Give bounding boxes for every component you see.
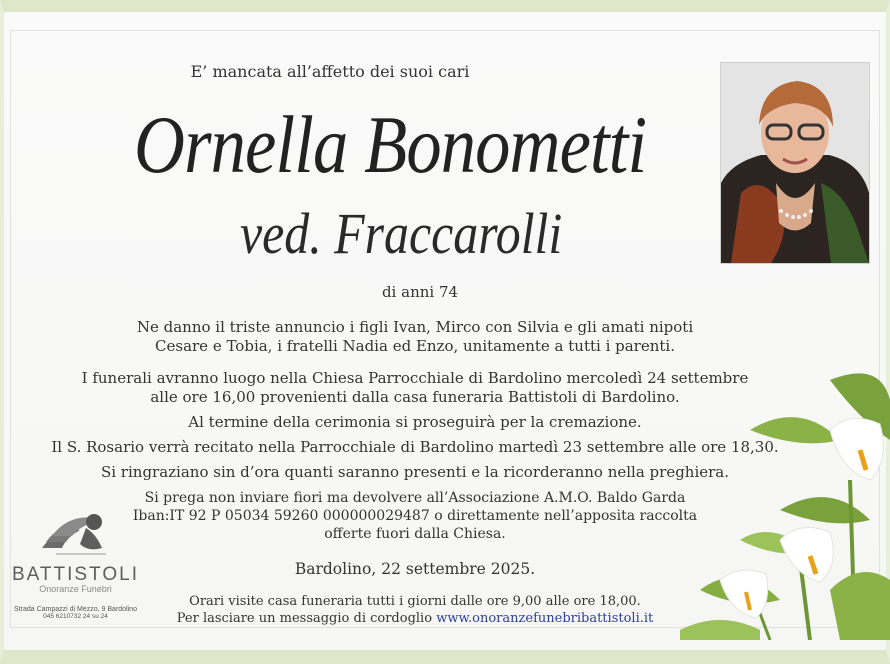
place-date: Bardolino, 22 settembre 2025. xyxy=(294,560,536,578)
logo-phone: 045 6210732 24 su 24 xyxy=(43,613,108,620)
portrait-photo-icon xyxy=(721,63,869,263)
rosary-line: Il S. Rosario verrà recitato nella Parrocchiale di Bardolino martedì 23 settembre alle ore 18,30. xyxy=(51,438,779,456)
announcement xyxy=(0,318,830,356)
age-line: di anni 74 xyxy=(381,283,459,301)
logo-name: BATTISTOLI xyxy=(12,564,139,585)
condolence-link[interactable]: www.onoranzefunebribattistoli.it xyxy=(436,611,654,626)
deceased-name: Ornella Bonometti xyxy=(134,99,647,190)
angel-wing-logo-icon xyxy=(36,508,116,560)
widow-name: ved. Fraccarolli xyxy=(240,201,563,266)
funeral-line-1: I funerali avranno luogo nella Chiesa Parrocchiale di Bardolino mercoledì 24 settembre xyxy=(81,369,749,387)
logo-address: Strada Campazzi di Mezzo, 9 Bardolino xyxy=(14,606,137,613)
donation-line-2: Iban:IT 92 P 05034 59260 000000029487 o direttamente nell’apposita raccolta xyxy=(132,508,698,524)
announcement-line-2: Cesare e Tobia, i fratelli Nadia ed Enzo, unitamente a tutti i parenti. xyxy=(155,337,675,355)
donation-line-3: offerte fuori dalla Chiesa. xyxy=(324,526,506,542)
thanks-line: Si ringraziano sin d’ora quanti saranno presenti e la ricorderanno nella preghiera. xyxy=(100,463,730,481)
condolence-prefix: Per lasciare un messaggio di cordoglio xyxy=(176,611,433,626)
logo-subtitle: Onoranze Funebri xyxy=(39,584,112,594)
calla-lily-flowers-icon xyxy=(680,360,890,640)
intro-line: E’ mancata all’affetto dei suoi cari xyxy=(190,62,470,81)
cremation-line: Al termine della cerimonia si proseguirà per la cremazione. xyxy=(188,413,642,431)
funeral-line-2: alle ore 16,00 provenienti dalla casa funeraria Battistoli di Bardolino. xyxy=(150,388,680,406)
donation-line-1: Si prega non inviare fiori ma devolvere all’Associazione A.M.O. Baldo Garda xyxy=(144,490,686,506)
portrait-photo xyxy=(720,62,870,264)
visiting-hours: Orari visite casa funeraria tutti i giorni dalle ore 9,00 alle ore 18,00. xyxy=(189,594,641,609)
announcement-line-1: Ne danno il triste annuncio i figli Ivan, Mirco con Silvia e gli amati nipoti xyxy=(136,318,694,336)
funeral-home-logo xyxy=(8,508,143,620)
